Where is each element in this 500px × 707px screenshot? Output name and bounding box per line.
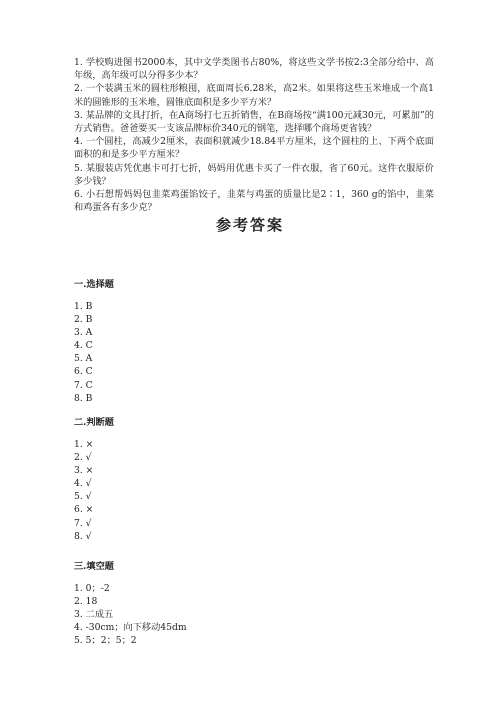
answer-item: 6. C <box>74 366 93 378</box>
section-true-false <box>74 414 374 543</box>
section-multiple-choice <box>74 276 374 405</box>
answer-item: 2. √ <box>74 452 92 464</box>
section-fill-blank <box>74 558 374 647</box>
section-title: 二.判断题 <box>74 417 114 428</box>
section-title: 三.填空题 <box>74 561 114 572</box>
answer-item: 1. × <box>74 439 94 450</box>
answer-item: 1. 0；-2 <box>74 583 110 594</box>
answer-item: 8. √ <box>74 530 92 542</box>
answer-title: 参考答案 <box>215 216 284 234</box>
problem-item: 1. 学校购进图书2000本，其中文学类图书占80%，将这些文学书按2:3全部分给中、高年级，高年级可以分得多少本？ <box>74 57 434 82</box>
answer-item: 7. √ <box>74 517 92 529</box>
section-title: 一.选择题 <box>74 279 114 290</box>
problem-item: 6. 小石想帮妈妈包韭菜鸡蛋馅饺子，韭菜与鸡蛋的质量比是2∶1，360 g的馅中，韭菜和鸡蛋各有多少克？ <box>74 189 434 214</box>
answer-item: 2. 18 <box>74 596 98 608</box>
answer-item: 1. B <box>74 301 93 312</box>
problem-item: 2. 一个装满玉米的圆柱形粮囤，底面周长6.28米，高2米。如果将这些玉米堆成一个高1米的圆锥形的玉米堆，圆锥底面积是多少平方米？ <box>74 83 434 108</box>
answer-item: 4. √ <box>74 478 92 490</box>
answer-item: 4. C <box>74 340 93 352</box>
answer-item: 3. × <box>74 465 94 477</box>
answer-item: 8. B <box>74 392 93 404</box>
problem-list <box>74 56 434 214</box>
answer-item: 7. C <box>74 379 93 391</box>
answer-item: 5. 5；2；5；2 <box>74 635 137 647</box>
answer-item: 5. √ <box>74 491 92 503</box>
answer-item: 5. A <box>74 353 93 365</box>
answer-item: 3. A <box>74 327 93 339</box>
problem-item: 4. 一个圆柱，高减少2厘米，表面积就减少18.84平方厘米，这个圆柱的上、下两个底面面积的和是多少平方厘米？ <box>74 136 434 161</box>
problem-item: 3. 某品牌的文具打折，在A商场打七五折销售，在B商场按“满100元减30元，可累加”的方式销售。爸爸要买一支该品牌标价340元的钢笔，选择哪个商场更省钱？ <box>74 109 434 135</box>
problem-item: 5. 某服装店凭优惠卡可打七折，妈妈用优惠卡买了一件衣服，省了60元。这件衣服原价多少钱？ <box>74 162 434 187</box>
answer-item: 6. × <box>74 504 94 516</box>
answer-item: 2. B <box>74 314 93 326</box>
answer-item: 4. -30cm；向下移动45dm <box>74 622 187 634</box>
answer-item: 3. 二成五 <box>74 609 114 621</box>
